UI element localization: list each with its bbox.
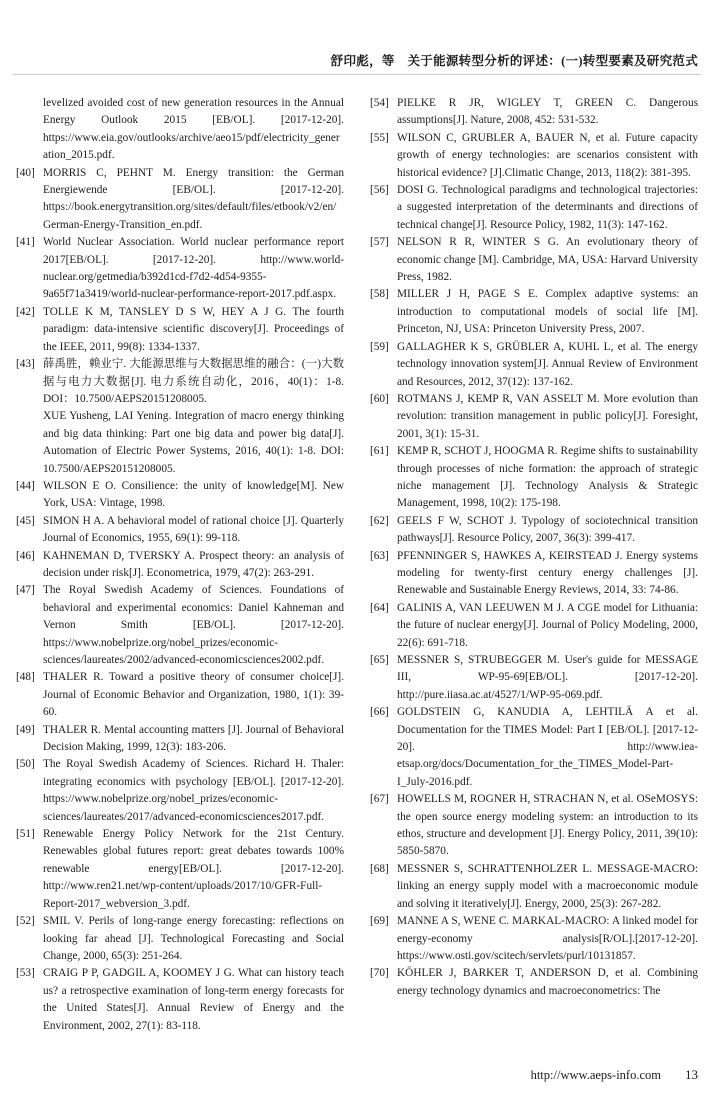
- reference-item: [370, 182, 698, 234]
- reference-number: [67]: [370, 793, 389, 806]
- reference-number: [48]: [16, 671, 35, 684]
- reference-number: [42]: [16, 305, 35, 318]
- reference-number: [52]: [16, 915, 35, 928]
- reference-number: [63]: [370, 549, 389, 562]
- reference-item: [16, 356, 344, 408]
- reference-text: levelized avoided cost of new generation resources in the Annual Energy Outlook 2015 [EB/OL]. [2017-12-20]. https://www.eia.gov/outlooks/archive/aeo15/pdf/electricity_generation_2015.pdf.: [43, 97, 344, 162]
- reference-number: [41]: [16, 236, 35, 249]
- reference-item: [370, 286, 698, 338]
- reference-text: WILSON C, GRUBLER A, BAUER N, et al. Future capacity growth of energy technologies: are scenarios consistent with historical evidence? [J].Climatic Change, 2013, 118(2): 381-395.: [397, 131, 698, 179]
- reference-text: SIMON H A. A behavioral model of rational choice [J]. Quarterly Journal of Economics, 1955, 69(1): 99-118.: [43, 514, 344, 545]
- reference-item: [370, 704, 698, 791]
- reference-item: [370, 130, 698, 182]
- reference-text: MORRIS C, PEHNT M. Energy transition: the German Energiewende [EB/OL]. [2017-12-20]. https://book.energytransition.org/sites/default/files/etbook/v2/en/German-Energy-Transition_en.pdf.: [43, 166, 344, 231]
- reference-item: [370, 234, 698, 286]
- reference-number: [46]: [16, 549, 35, 562]
- reference-text: NELSON R R, WINTER S G. An evolutionary theory of economic change [M]. Cambridge, MA, USA: Harvard University Press, 1982.: [397, 236, 698, 284]
- reference-item: [16, 513, 344, 548]
- reference-text: CRAIG P P, GADGIL A, KOOMEY J G. What can history teach us? a retrospective examination of long-term energy forecasts for the United States[J]. Annual Review of Energy and the Environment, 2002, 27(1): 83-118.: [43, 967, 344, 1032]
- reference-number: [56]: [370, 184, 389, 197]
- reference-item: [370, 861, 698, 913]
- reference-text: KEMP R, SCHOT J, HOOGMA R. Regime shifts to sustainability through processes of niche formation: the approach of strategic niche management [J]. Technology Analysis & Strategic Management, 1998, 10(2): 175-198.: [397, 445, 698, 510]
- reference-number: [64]: [370, 601, 389, 614]
- reference-text: SMIL V. Perils of long-range energy forecasting: reflections on looking far ahead [J]. Technological Forecasting and Social Change, 2000, 65(3): 251-264.: [43, 915, 344, 962]
- reference-text: MESSNER S, SCHRATTENHOLZER L. MESSAGE-MACRO: linking an energy supply model with a macroeconomic module and solving it iteratively[J]. Energy, 2000, 25(3): 267-282.: [397, 862, 698, 910]
- reference-number: [54]: [370, 97, 389, 109]
- reference-item: [370, 965, 698, 1000]
- reference-text: GALLAGHER K S, GRÜBLER A, KUHL L, et al. The energy technology innovation system[J]. Annual Review of Environment and Resources, 2012, 37(12): 137-162.: [397, 340, 698, 388]
- reference-number: [57]: [370, 236, 389, 249]
- reference-item: [16, 478, 344, 513]
- references-right-column: [370, 95, 698, 1035]
- reference-number: [51]: [16, 828, 35, 841]
- reference-number: [55]: [370, 131, 389, 144]
- reference-text: MANNE A S, WENE C. MARKAL-MACRO: A linked model for energy-economy analysis[R/OL].[2017-12-20]. https://www.osti.gov/scitech/servlets/purl/10131857.: [397, 915, 698, 962]
- reference-text: KÖHLER J, BARKER T, ANDERSON D, et al. Combining energy technology dynamics and macroeconometrics: The: [397, 967, 698, 997]
- reference-text: DOSI G. Technological paradigms and technological trajectories: a suggested interpretation of the determinants and directions of technical change[J]. Resource Policy, 1982, 11(3): 147-162.: [397, 184, 698, 231]
- reference-text: MESSNER S, STRUBEGGER M. User's guide for MESSAGE III, WP-95-69[EB/OL]. [2017-12-20]. http://pure.iiasa.ac.at/4527/1/WP-95-069.pdf.: [397, 654, 698, 701]
- reference-number: [70]: [370, 967, 389, 980]
- reference-item: [16, 722, 344, 757]
- reference-item: [370, 600, 698, 652]
- references-left-column: [16, 95, 344, 1035]
- reference-number: [43]: [16, 358, 35, 371]
- reference-text: KAHNEMAN D, TVERSKY A. Prospect theory: an analysis of decision under risk[J]. Econometrica, 1979, 47(2): 263-291.: [43, 549, 344, 579]
- running-head-title: 舒印彪，等 关于能源转型分析的评述：(一)转型要素及研究范式: [330, 54, 698, 68]
- reference-number: [49]: [16, 723, 35, 736]
- reference-item: [370, 95, 698, 130]
- reference-text: WILSON E O. Consilience: the unity of knowledge[M]. New York, USA: Vintage, 1998.: [43, 479, 344, 510]
- reference-number: [68]: [370, 862, 389, 875]
- reference-text: THALER R. Mental accounting matters [J]. Journal of Behavioral Decision Making, 1999, 12(3): 183-206.: [43, 723, 344, 754]
- reference-item: [16, 756, 344, 826]
- reference-number: [53]: [16, 967, 35, 980]
- reference-text: Renewable Energy Policy Network for the 21st Century. Renewables global futures report: great debates towards 100% renewable energy[EB/OL]. [2017-12-20]. http://www.ren21.net/wp-content/uploads/2017/10/GFR-Full-Report-2017_webversion_3.pdf.: [43, 828, 344, 910]
- reference-item: [16, 913, 344, 965]
- reference-number: [66]: [370, 706, 389, 719]
- reference-number: [58]: [370, 288, 389, 301]
- reference-text: World Nuclear Association. World nuclear performance report 2017[EB/OL]. [2017-12-20]. http://www.world-nuclear.org/getmedia/b392d1cd-f7d2-4d54-9355-9a65f71a3419/world-nuclear-performance-report-2017.pdf.aspx.: [43, 236, 344, 301]
- reference-item: [370, 791, 698, 861]
- reference-continuation: [16, 95, 344, 165]
- page-number: 13: [685, 1067, 698, 1082]
- reference-item: [16, 548, 344, 583]
- reference-number: [50]: [16, 758, 35, 771]
- reference-item: [16, 669, 344, 721]
- reference-item: [370, 652, 698, 704]
- reference-number: [45]: [16, 514, 35, 527]
- reference-continuation: [16, 408, 344, 478]
- header-rule: [13, 74, 701, 75]
- reference-number: [47]: [16, 584, 35, 597]
- reference-text: MILLER J H, PAGE S E. Complex adaptive systems: an introduction to computational models of social life [M]. Princeton, NJ, USA: Princeton University Press, 2007.: [397, 288, 698, 336]
- reference-item: [16, 234, 344, 304]
- reference-text: 薛禹胜，赖业宁. 大能源思维与大数据思维的融合：(一)大数据与电力大数据[J]. 电力系统自动化，2016，40(1)：1-8. DOI：10.7500/AEPS20151208005.: [43, 358, 344, 405]
- reference-number: [61]: [370, 445, 389, 458]
- reference-text: HOWELLS M, ROGNER H, STRACHAN N, et al. OSeMOSYS: the open source energy modeling system: an introduction to its ethos, structure and development [J]. Energy Policy, 2011, 39(10): 5850-5870.: [397, 793, 698, 858]
- reference-text: The Royal Swedish Academy of Sciences. Foundations of behavioral and experimental economics: Daniel Kahneman and Vernon Smith [EB/OL]. [2017-12-20]. https://www.nobelprize.org/nobel_prizes/economic-sciences/laureates/2002/advanced-economicsciences2002.pdf.: [43, 584, 344, 666]
- references-section: [16, 95, 698, 1035]
- reference-number: [44]: [16, 479, 35, 492]
- reference-item: [370, 513, 698, 548]
- reference-text: THALER R. Toward a positive theory of consumer choice[J]. Journal of Economic Behavior and Organization, 1980, 1(1): 39-60.: [43, 671, 344, 719]
- reference-item: [370, 548, 698, 600]
- reference-text: GEELS F W, SCHOT J. Typology of sociotechnical transition pathways[J]. Resource Policy, 2007, 36(3): 399-417.: [397, 514, 698, 545]
- reference-item: [370, 913, 698, 965]
- reference-number: [65]: [370, 654, 389, 666]
- reference-text: XUE Yusheng, LAI Yening. Integration of macro energy thinking and big data thinking: Part one big data and power big data[J]. Automation of Electric Power Systems, 2016, 40(1): 1-8. DOI: 10.7500/AEPS20151208005.: [43, 410, 344, 475]
- reference-number: [69]: [370, 915, 389, 928]
- reference-text: GALINIS A, VAN LEEUWEN M J. A CGE model for Lithuania: the future of nuclear energy[J]. Journal of Policy Modeling, 2000, 22(6): 691-718.: [397, 601, 698, 649]
- reference-number: [62]: [370, 514, 389, 527]
- reference-item: [370, 443, 698, 513]
- reference-text: PIELKE R JR, WIGLEY T, GREEN C. Dangerous assumptions[J]. Nature, 2008, 452: 531-532.: [397, 97, 698, 127]
- reference-item: [16, 582, 344, 669]
- reference-text: The Royal Swedish Academy of Sciences. Richard H. Thaler: integrating economics with psychology [EB/OL]. [2017-12-20]. https://www.nobelprize.org/nobel_prizes/economic-sciences/laureates/2017/advanced-economicsciences2017.pdf.: [43, 758, 344, 823]
- reference-number: [60]: [370, 392, 389, 405]
- reference-number: [40]: [16, 166, 35, 179]
- reference-item: [16, 304, 344, 356]
- page-footer: [531, 1067, 698, 1083]
- reference-text: GOLDSTEIN G, KANUDIA A, LEHTILÄ A et al. Documentation for the TIMES Model: Part Ⅰ [EB/OL]. [2017-12-20]. http://www.iea-etsap.org/docs/Documentation_for_the_TIMES_Model-Part-I_July-2016.pdf.: [397, 706, 698, 788]
- reference-text: PFENNINGER S, HAWKES A, KEIRSTEAD J. Energy systems modeling for twenty-first century energy challenges [J]. Renewable and Sustainable Energy Reviews, 2014, 33: 74-86.: [397, 549, 698, 597]
- reference-item: [16, 826, 344, 913]
- reference-item: [16, 165, 344, 235]
- reference-item: [370, 391, 698, 443]
- reference-text: TOLLE K M, TANSLEY D S W, HEY A J G. The fourth paradigm: data-intensive scientific discovery[J]. Proceedings of the IEEE, 2011, 99(8): 1334-1337.: [43, 305, 344, 353]
- reference-item: [16, 965, 344, 1035]
- reference-text: ROTMANS J, KEMP R, VAN ASSELT M. More evolution than revolution: transition management in public policy[J]. Foresight, 2001, 3(1): 15-31.: [397, 392, 698, 440]
- reference-number: [59]: [370, 340, 389, 353]
- reference-item: [370, 339, 698, 391]
- journal-url: http://www.aeps-info.com: [530, 1068, 661, 1082]
